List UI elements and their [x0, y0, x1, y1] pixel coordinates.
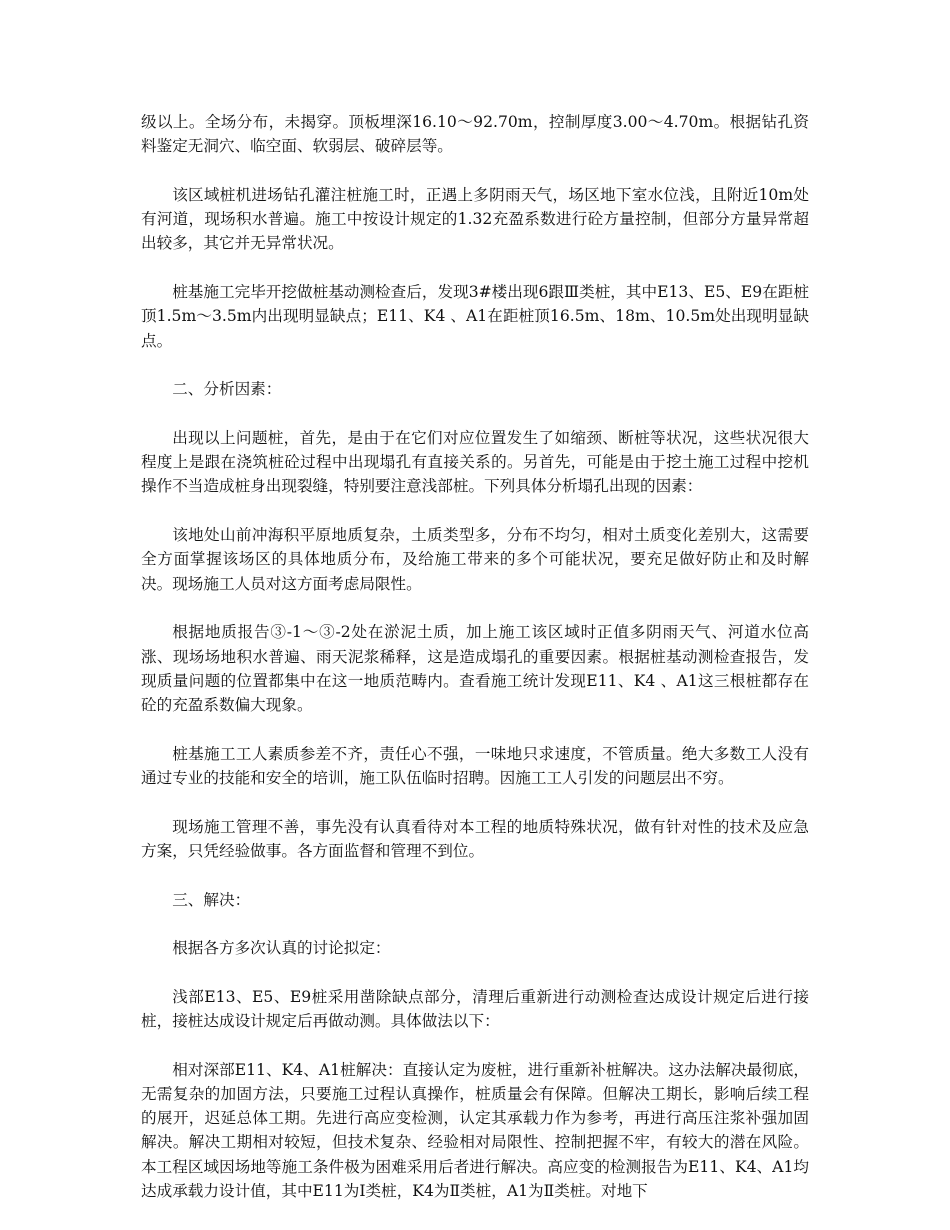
document-body	[141, 110, 809, 1228]
paragraph-geology-report: 根据地质报告③-1～③-2处在淤泥土质，加上施工该区域时正值多阴雨天气、河道水位高涨、现场场地积水普遍、雨天泥浆稀释，这是造成塌孔的重要因素。根据桩基动测检查报告，发现质量问题的位置都集中在这一地质范畴内。查看施工统计发现E11、K4 、A1这三根桩都存在砼的充盈系数偏大现象。	[141, 623, 809, 715]
paragraph-site-management: 现场施工管理不善，事先没有认真看待对本工程的地质特殊状况，做有针对性的技术及应急方案，只凭经验做事。各方面监督和管理不到位。	[141, 817, 809, 860]
paragraph-inspection-results: 桩基施工完毕开挖做桩基动测检查后，发现3#楼出现6跟Ⅲ类桩，其中E13、E5、E9在距桩顶1.5m～3.5m内出现明显缺点；E11、K4 、A1在距桩顶16.5m、18m、10.5m处出现明显缺点。	[141, 283, 809, 350]
section-heading-analysis: 二、分析因素：	[172, 380, 282, 399]
section-heading-solution: 三、解决：	[172, 890, 251, 909]
paragraph-geology-continuation: 级以上。全场分布，未揭穿。顶板埋深16.10～92.70m，控制厚度3.00～4.70m。根据钻孔资料鉴定无洞穴、临空面、软弱层、破碎层等。	[141, 113, 809, 156]
paragraph-construction-conditions: 该区域桩机进场钻孔灌注桩施工时，正遇上多阴雨天气，场区地下室水位浅，且附近10m处有河道，现场积水普遍。施工中按设计规定的1.32充盈系数进行砼方量控制，但部分方量异常超出较多，其它并无异常状况。	[141, 185, 809, 253]
paragraph-analysis-intro: 出现以上问题桩，首先，是由于在它们对应位置发生了如缩颈、断桩等状况，这些状况很大程度上是跟在浇筑桩砼过程中出现塌孔有直接关系的。另首先，可能是由于挖土施工过程中挖机操作不当造成桩身出现裂缝，特别要注意浅部桩。下列具体分析塌孔出现的因素：	[141, 428, 809, 496]
paragraph-deep-piles: 相对深部E11、K4、A1桩解决：直接认定为废桩，进行重新补桩解决。这办法解决最彻底，无需复杂的加固方法，只要施工过程认真操作，桩质量会有保障。但解决工期长，影响后续工程的展开，迟延总体工期。先进行高应变检测，认定其承载力作为参考，再进行高压注浆补强加固解决。解决工期相对较短，但技术复杂、经验相对局限性、控制把握不牢，有较大的潜在风险。本工程区域因场地等施工条件极为困难采用后者进行解决。高应变的检测报告为E11、K4、A1均达成承载力设计值，其中E11为Ⅰ类桩，K4为Ⅱ类桩，A1为Ⅱ类桩。对地下	[141, 1060, 809, 1201]
paragraph-worker-quality: 桩基施工工人素质参差不齐，责任心不强，一味地只求速度，不管质量。绝大多数工人没有通过专业的技能和安全的培训，施工队伍临时招聘。因施工工人引发的问题层出不穷。	[141, 744, 809, 788]
paragraph-decision: 根据各方多次认真的讨论拟定：	[172, 939, 391, 958]
paragraph-geology-complexity: 该地处山前冲海积平原地质复杂，土质类型多，分布不均匀，相对土质变化差别大，这需要全方面掌握该场区的具体地质分布，及给施工带来的多个可能状况，要充足做好防止和及时解决。现场施工人员对这方面考虑局限性。	[141, 526, 809, 593]
paragraph-shallow-piles: 浅部E13、E5、E9桩采用凿除缺点部分，清理后重新进行动测检查达成设计规定后进行接桩，接桩达成设计规定后再做动测。具体做法以下：	[141, 987, 809, 1030]
